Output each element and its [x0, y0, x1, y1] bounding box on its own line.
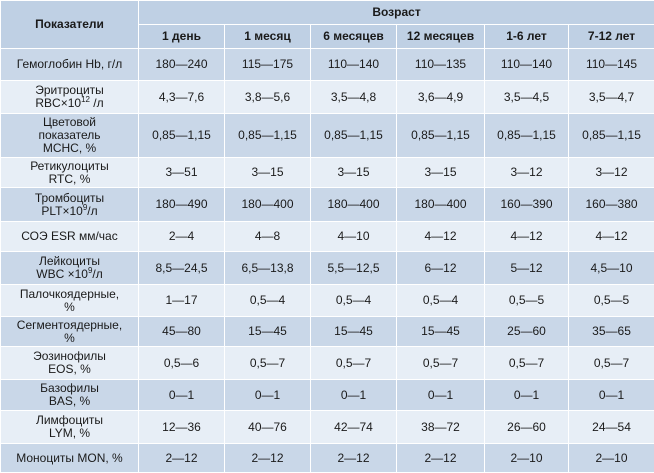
- table-row: [1, 222, 654, 252]
- param-erythrocytes: [1, 81, 139, 114]
- unit-text: /л: [92, 267, 102, 281]
- param-unit: EOS, %: [48, 362, 91, 376]
- param-unit: BAS, %: [49, 394, 90, 408]
- value-cell: 0,85—1,15: [311, 114, 397, 158]
- header-age-1-month: 1 месяц: [225, 25, 311, 49]
- value-cell: 2—4: [139, 222, 225, 252]
- param-label: Цветовой: [43, 115, 96, 129]
- value-cell: 3,6—4,9: [397, 81, 485, 114]
- table-row: [1, 81, 654, 114]
- value-cell: 0,85—1,15: [139, 114, 225, 158]
- unit-text: /л: [90, 96, 104, 110]
- value-cell: 0,5—5: [485, 285, 569, 317]
- table-row: [1, 347, 654, 380]
- value-cell: 0,5—4: [225, 285, 311, 317]
- value-cell: 0,85—1,15: [225, 114, 311, 158]
- header-age-12-months: 12 месяцев: [397, 25, 485, 49]
- value-cell: 40—76: [225, 411, 311, 444]
- value-cell: 6,5—13,8: [225, 252, 311, 285]
- unit-exponent: 9: [83, 203, 87, 212]
- value-cell: 3—12: [485, 158, 569, 188]
- table-row: [1, 411, 654, 444]
- param-label: Ретикулоциты: [30, 159, 109, 173]
- table-row: [1, 49, 654, 81]
- param-esr: [1, 222, 139, 252]
- param-eosinophils: [1, 347, 139, 380]
- param-unit: [41, 204, 97, 218]
- value-cell: 4—12: [569, 222, 654, 252]
- value-cell: 3—12: [569, 158, 654, 188]
- value-cell: 3,5—4,8: [311, 81, 397, 114]
- value-cell: 0,85—1,15: [485, 114, 569, 158]
- value-cell: 180—400: [311, 188, 397, 222]
- value-cell: 2—12: [139, 444, 225, 473]
- table-row: [1, 317, 654, 347]
- param-lymphocytes: [1, 411, 139, 444]
- value-cell: 0,5—4: [397, 285, 485, 317]
- table-row: [1, 285, 654, 317]
- param-label: Лейкоциты: [39, 254, 100, 268]
- param-monocytes: [1, 444, 139, 473]
- value-cell: 0,5—6: [139, 347, 225, 380]
- param-color-index: [1, 114, 139, 158]
- value-cell: 0,5—7: [225, 347, 311, 380]
- value-cell: 3—15: [311, 158, 397, 188]
- value-cell: 180—400: [225, 188, 311, 222]
- value-cell: 180—400: [397, 188, 485, 222]
- table-row: [1, 252, 654, 285]
- value-cell: 0,5—7: [485, 347, 569, 380]
- value-cell: 15—45: [225, 317, 311, 347]
- value-cell: 0,5—7: [569, 347, 654, 380]
- value-cell: 0,5—5: [569, 285, 654, 317]
- table-row: [1, 380, 654, 411]
- header-age-6-months: 6 месяцев: [311, 25, 397, 49]
- table-row: [1, 158, 654, 188]
- value-cell: 15—45: [397, 317, 485, 347]
- param-basophils: [1, 380, 139, 411]
- param-label: Сегментоядерные,: [17, 318, 122, 332]
- value-cell: 0—1: [139, 380, 225, 411]
- value-cell: 3,5—4,5: [485, 81, 569, 114]
- value-cell: 4—12: [397, 222, 485, 252]
- header-age-7-12-years: 7-12 лет: [569, 25, 654, 49]
- value-cell: 3,5—4,7: [569, 81, 654, 114]
- param-label: Эозинофилы: [33, 349, 106, 363]
- value-cell: 0—1: [485, 380, 569, 411]
- unit-text: RBC×10: [35, 96, 81, 110]
- header-age-1-day: 1 день: [139, 25, 225, 49]
- param-unit: LYM, %: [49, 426, 90, 440]
- value-cell: 0,85—1,15: [397, 114, 485, 158]
- value-cell: 3—15: [225, 158, 311, 188]
- value-cell: 6—12: [397, 252, 485, 285]
- value-cell: 38—72: [397, 411, 485, 444]
- unit-exponent: 12: [81, 95, 90, 104]
- value-cell: 0—1: [311, 380, 397, 411]
- value-cell: 4,5—10: [569, 252, 654, 285]
- unit-text: PLT×10: [41, 204, 82, 218]
- value-cell: 4,3—7,6: [139, 81, 225, 114]
- value-cell: 180—240: [139, 49, 225, 81]
- value-cell: 0,5—4: [311, 285, 397, 317]
- value-cell: 3,8—5,6: [225, 81, 311, 114]
- value-cell: 2—10: [569, 444, 654, 473]
- param-label: Моноциты MON, %: [16, 451, 122, 465]
- value-cell: 110—135: [397, 49, 485, 81]
- param-leukocytes: [1, 252, 139, 285]
- value-cell: 180—490: [139, 188, 225, 222]
- param-band-neutrophils: [1, 285, 139, 317]
- value-cell: 0—1: [225, 380, 311, 411]
- param-label: СОЭ ESR мм/час: [21, 229, 117, 243]
- param-label: Тромбоциты: [35, 191, 104, 205]
- value-cell: 110—140: [311, 49, 397, 81]
- value-cell: 3—51: [139, 158, 225, 188]
- value-cell: 0—1: [569, 380, 654, 411]
- value-cell: 25—60: [485, 317, 569, 347]
- param-label: Эритроциты: [35, 83, 104, 97]
- value-cell: 0,5—7: [397, 347, 485, 380]
- table-row: [1, 444, 654, 473]
- value-cell: 0—1: [397, 380, 485, 411]
- value-cell: 2—10: [485, 444, 569, 473]
- value-cell: 0,5—7: [311, 347, 397, 380]
- value-cell: 45—80: [139, 317, 225, 347]
- param-platelets: [1, 188, 139, 222]
- table-row: [1, 114, 654, 158]
- param-unit: MCHC, %: [43, 141, 96, 155]
- param-unit: RTC, %: [49, 172, 91, 186]
- header-age-1-6-years: 1-6 лет: [485, 25, 569, 49]
- value-cell: 26—60: [485, 411, 569, 444]
- value-cell: 160—380: [569, 188, 654, 222]
- value-cell: 160—390: [485, 188, 569, 222]
- param-segmented-neutrophils: [1, 317, 139, 347]
- value-cell: 35—65: [569, 317, 654, 347]
- value-cell: 110—140: [485, 49, 569, 81]
- value-cell: 2—12: [311, 444, 397, 473]
- header-parameters: Показатели: [1, 1, 139, 49]
- param-hemoglobin: [1, 49, 139, 81]
- value-cell: 110—145: [569, 49, 654, 81]
- param-reticulocytes: [1, 158, 139, 188]
- value-cell: 115—175: [225, 49, 311, 81]
- header-age: Возраст: [139, 1, 654, 25]
- param-label: Палочкоядерные,: [20, 287, 119, 301]
- value-cell: 15—45: [311, 317, 397, 347]
- table-row: [1, 188, 654, 222]
- value-cell: 4—10: [311, 222, 397, 252]
- param-label: Лимфоциты: [36, 413, 103, 427]
- value-cell: 2—12: [397, 444, 485, 473]
- value-cell: 5,5—12,5: [311, 252, 397, 285]
- unit-exponent: 9: [88, 266, 92, 275]
- value-cell: 0,85—1,15: [569, 114, 654, 158]
- value-cell: 4—12: [485, 222, 569, 252]
- unit-text: WBC ×10: [36, 267, 88, 281]
- value-cell: 42—74: [311, 411, 397, 444]
- param-label: Гемоглобин Hb, г/л: [17, 57, 122, 71]
- value-cell: 5—12: [485, 252, 569, 285]
- param-label: Базофилы: [40, 381, 99, 395]
- unit-text: /л: [87, 204, 97, 218]
- param-unit: %: [64, 331, 75, 345]
- value-cell: 1—17: [139, 285, 225, 317]
- value-cell: 8,5—24,5: [139, 252, 225, 285]
- value-cell: 3—15: [397, 158, 485, 188]
- value-cell: 4—8: [225, 222, 311, 252]
- param-unit: [36, 267, 102, 281]
- param-unit: %: [64, 300, 75, 314]
- param-unit: [35, 96, 103, 110]
- param-label: показатель: [38, 128, 100, 142]
- value-cell: 24—54: [569, 411, 654, 444]
- value-cell: 2—12: [225, 444, 311, 473]
- value-cell: 12—36: [139, 411, 225, 444]
